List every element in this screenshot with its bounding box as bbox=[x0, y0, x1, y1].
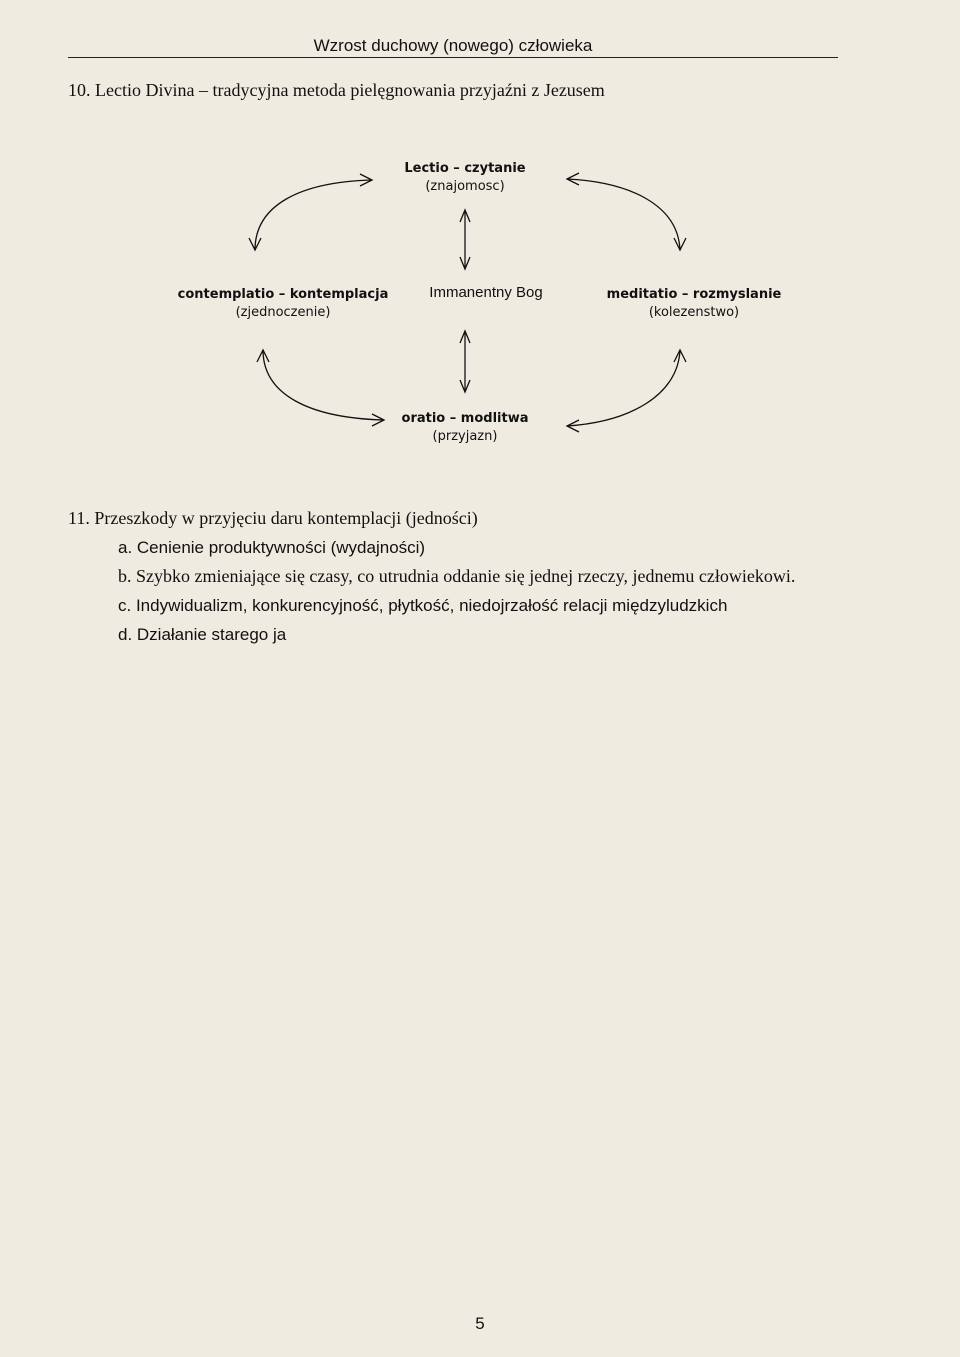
node-lectio-title: Lectio – czytanie bbox=[404, 161, 526, 176]
section-11-title: 11. Przeszkody w przyjęciu daru kontemplacji (jedności) bbox=[68, 508, 478, 528]
list-item: c. Indywidualizm, konkurencyjność, płytkość, niedojrzałość relacji międzyludzkich bbox=[118, 596, 728, 615]
node-oratio bbox=[345, 410, 585, 446]
list-item: b. Szybko zmieniające się czasy, co utrudnia oddanie się jednej rzeczy, jednemu człowiekowi. bbox=[118, 566, 796, 586]
section-11 bbox=[68, 504, 928, 649]
node-meditatio-title: meditatio – rozmyslanie bbox=[606, 287, 782, 302]
page-number: 5 bbox=[475, 1314, 485, 1333]
node-meditatio-subtitle: (kolezenstwo) bbox=[648, 305, 740, 320]
node-contemplatio-subtitle: (zjednoczenie) bbox=[235, 305, 331, 320]
node-oratio-title: oratio – modlitwa bbox=[401, 411, 529, 426]
node-immanentny-bog bbox=[366, 284, 606, 302]
node-center-title: Immanentny Bog bbox=[429, 284, 543, 301]
node-meditatio bbox=[574, 286, 814, 322]
node-lectio-subtitle: (znajomosc) bbox=[425, 179, 505, 194]
list-item: a. Cenienie produktywności (wydajności) bbox=[118, 538, 426, 557]
list-item: d. Działanie starego ja bbox=[118, 625, 287, 644]
node-oratio-subtitle: (przyjazn) bbox=[432, 429, 498, 444]
section-10-title: 10. Lectio Divina – tradycyjna metoda pielęgnowania przyjaźni z Jezusem bbox=[68, 80, 605, 100]
lectio-divina-diagram bbox=[0, 150, 960, 460]
node-contemplatio-title: contemplatio – kontemplacja bbox=[177, 287, 389, 302]
running-header: Wzrost duchowy (nowego) człowieka bbox=[68, 36, 838, 58]
node-lectio bbox=[345, 160, 585, 196]
